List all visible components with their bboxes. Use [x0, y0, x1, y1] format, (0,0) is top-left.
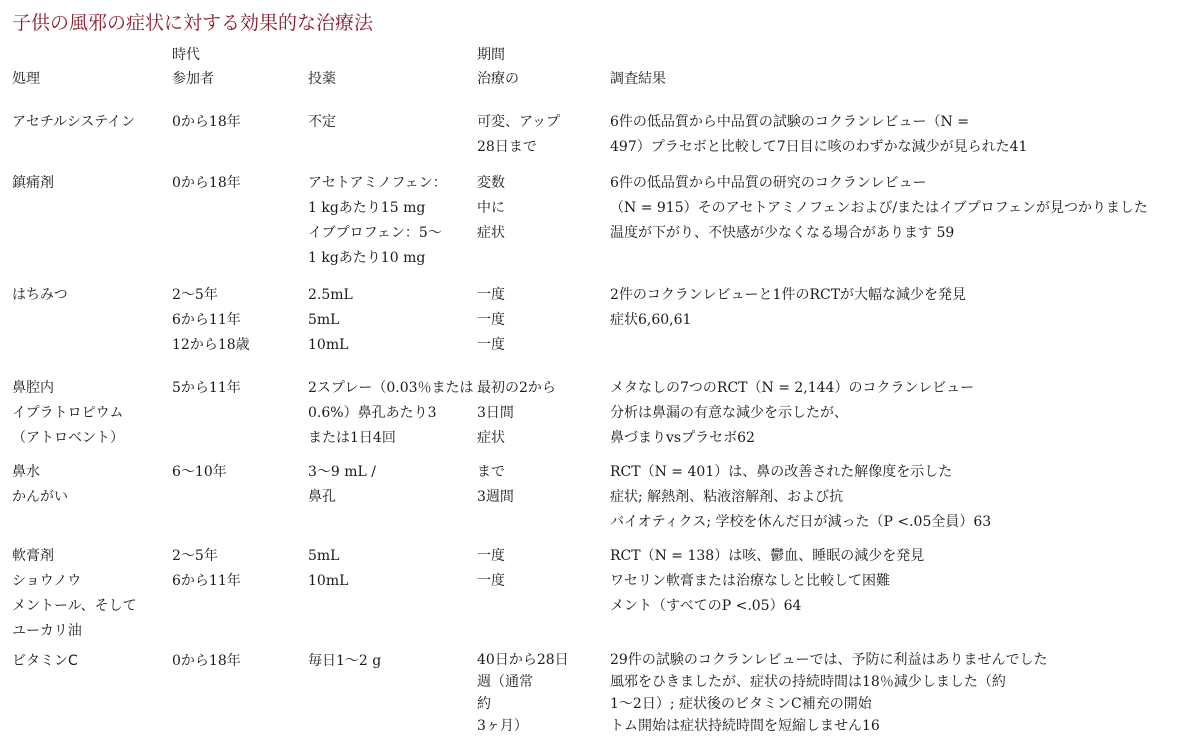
cell-line: 6件の低品質から中品質の試験のコクランレビュー（N =	[610, 114, 969, 130]
cell-age	[172, 171, 241, 196]
cell-treatment	[12, 460, 68, 510]
cell-line: 一度	[477, 573, 505, 589]
cell-treatment	[12, 283, 68, 308]
cell-line: 週（通常	[477, 674, 533, 690]
cell-findings	[610, 283, 966, 333]
cell-age	[172, 283, 250, 358]
cell-age	[172, 376, 241, 401]
cell-findings	[610, 544, 924, 619]
cell-line: 最初の2から	[477, 380, 556, 396]
header-findings	[610, 67, 666, 91]
cell-line: RCT（N = 138）は咳、鬱血、睡眠の減少を発見	[610, 548, 925, 564]
cell-dosage	[308, 460, 376, 510]
cell-line: 軟膏剤	[12, 548, 54, 564]
cell-line: 2〜5年	[172, 548, 218, 564]
cell-line: アセチルシステイン	[12, 114, 136, 130]
cell-line: メタなしの7つのRCT（N = 2,144）のコクランレビュー	[610, 380, 975, 396]
cell-line: はちみつ	[12, 287, 68, 303]
cell-line: かんがい	[12, 489, 68, 505]
cell-line: 症状; 解熱剤、粘液溶解剤、および抗	[610, 489, 844, 505]
page-title: 子供の風邪の症状に対する効果的な治療法	[12, 12, 374, 34]
cell-line: イプラトロピウム	[12, 405, 124, 421]
cell-dosage	[308, 376, 474, 451]
cell-line: 変数	[477, 175, 505, 191]
cell-line: 不定	[308, 114, 336, 130]
header-treatment	[12, 67, 40, 91]
cell-line: 5mL	[308, 548, 340, 564]
cell-line: 1 kgあたり15 mg	[308, 200, 426, 216]
cell-line: 5mL	[308, 312, 340, 328]
cell-duration	[477, 544, 505, 594]
header-line: 治療の	[477, 71, 519, 87]
cell-line: （アトロベント）	[12, 430, 124, 446]
cell-line: アセトアミノフェン：	[308, 175, 447, 191]
cell-line: 一度	[477, 548, 505, 564]
cell-treatment	[12, 544, 137, 644]
header-line: 処理	[12, 71, 40, 87]
cell-age	[172, 110, 241, 135]
cell-duration	[477, 110, 560, 160]
cell-line: 497）プラセボと比較して7日目に咳のわずかな減少が見られた41	[610, 139, 1028, 155]
cell-duration	[477, 649, 569, 737]
cell-line: 毎日1〜2 g	[308, 653, 382, 669]
cell-line: 一度	[477, 312, 505, 328]
cell-line: 鼻水	[12, 464, 40, 480]
cell-dosage	[308, 110, 336, 135]
cell-duration	[477, 283, 505, 358]
cell-line: 3週間	[477, 489, 514, 505]
cell-line: 症状	[477, 225, 505, 241]
cell-findings	[610, 110, 1027, 160]
cell-line: ビタミンC	[12, 653, 78, 669]
cell-age	[172, 544, 241, 594]
cell-line: 2スプレー（0.03％または	[308, 380, 474, 396]
cell-line: 5から11年	[172, 380, 241, 396]
header-duration	[477, 43, 519, 91]
cell-line: 可変、アップ	[477, 114, 561, 130]
cell-line: 28日まで	[477, 139, 537, 155]
cell-treatment	[12, 110, 135, 135]
cell-dosage	[308, 171, 447, 271]
cell-line: 2〜5年	[172, 287, 218, 303]
cell-line: イブプロフェン：5〜	[308, 225, 442, 241]
cell-dosage	[308, 283, 353, 358]
cell-duration	[477, 171, 505, 246]
cell-line: RCT（N = 401）は、鼻の改善された解像度を示した	[610, 464, 953, 480]
cell-line: 6から11年	[172, 573, 241, 589]
cell-line: 分析は鼻漏の有意な減少を示したが、	[610, 405, 848, 421]
cell-line: 0.6%）鼻孔あたり3	[308, 405, 437, 421]
cell-dosage	[308, 544, 348, 594]
cell-treatment	[12, 376, 124, 451]
cell-findings	[610, 376, 974, 451]
cell-duration	[477, 460, 514, 510]
cell-line: 29件の試験のコクランレビューでは、予防に利益はありませんでした	[610, 652, 1048, 668]
cell-line: メント（すべてのP <.05）64	[610, 598, 802, 614]
header-dosage	[308, 67, 336, 91]
cell-dosage	[308, 649, 381, 674]
header-line: 期間	[477, 47, 505, 63]
cell-line: 6から11年	[172, 312, 241, 328]
cell-line: 風邪をひきましたが、症状の持続時間は18％減少しました（約	[610, 674, 1006, 690]
cell-line: 中に	[477, 200, 505, 216]
cell-findings	[610, 171, 1148, 246]
cell-line: 一度	[477, 287, 505, 303]
cell-line: 6〜10年	[172, 464, 227, 480]
header-line: 調査結果	[610, 71, 666, 87]
cell-line: 3〜9 mL /	[308, 464, 377, 480]
cell-duration	[477, 376, 556, 451]
cell-line: バイオティクス; 学校を休んだ日が減った（P <.05全員）63	[610, 514, 992, 530]
cell-line: 鼻腔内	[12, 380, 54, 396]
cell-line: 0から18年	[172, 175, 241, 191]
cell-line: 1〜2日）; 症状後のビタミンC補充の開始	[610, 696, 872, 712]
cell-line: 症状6,60,61	[610, 312, 692, 328]
cell-treatment	[12, 171, 54, 196]
cell-findings	[610, 649, 1047, 737]
header-age	[172, 43, 214, 91]
cell-findings	[610, 460, 991, 535]
cell-line: 10mL	[308, 337, 349, 353]
cell-age	[172, 460, 227, 485]
cell-line: トム開始は症状持続時間を短縮しません16	[610, 718, 880, 734]
cell-line: 鼻孔	[308, 489, 336, 505]
cell-line: 2.5mL	[308, 287, 353, 303]
cell-line: 症状	[477, 430, 505, 446]
cell-line: 温度が下がり、不快感が少なくなる場合があります 59	[610, 225, 955, 241]
cell-line: 12から18歳	[172, 337, 250, 353]
cell-line: メントール、そして	[12, 598, 137, 614]
cell-line: 40日から28日	[477, 652, 569, 668]
cell-line: 約	[477, 696, 491, 712]
cell-line: 一度	[477, 337, 505, 353]
cell-line: 3ヶ月）	[477, 718, 528, 734]
cell-line: ショウノウ	[12, 573, 82, 589]
cell-line: 0から18年	[172, 653, 241, 669]
cell-line: ユーカリ油	[12, 623, 82, 639]
cell-line: （N = 915）そのアセトアミノフェンおよび/またはイブプロフェンが見つかりました	[610, 200, 1148, 216]
header-line: 参加者	[172, 71, 214, 87]
header-line: 時代	[172, 47, 200, 63]
cell-treatment	[12, 649, 78, 674]
cell-line: ワセリン軟膏または治療なしと比較して困難	[610, 573, 890, 589]
cell-line: 10mL	[308, 573, 349, 589]
cell-line: 2件のコクランレビューと1件のRCTが大幅な減少を発見	[610, 287, 967, 303]
cell-line: 鼻づまりvsプラセボ62	[610, 430, 755, 446]
header-line: 投薬	[308, 71, 336, 87]
cell-line: 0から18年	[172, 114, 241, 130]
cell-line: 1 kgあたり10 mg	[308, 250, 426, 266]
cell-line: まで	[477, 464, 505, 480]
cell-line: 6件の低品質から中品質の研究のコクランレビュー	[610, 175, 927, 191]
cell-line: 鎮痛剤	[12, 175, 54, 191]
cell-line: または1日4回	[308, 430, 396, 446]
cell-age	[172, 649, 241, 674]
cell-line: 3日間	[477, 405, 514, 421]
